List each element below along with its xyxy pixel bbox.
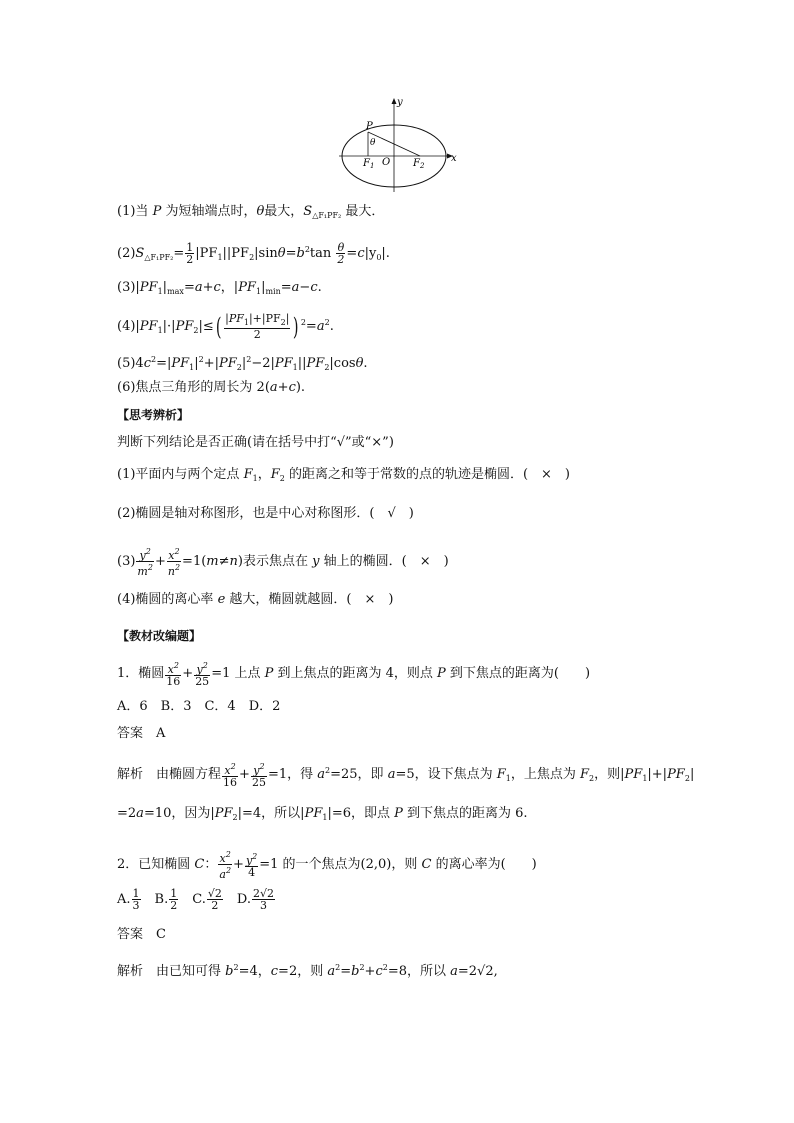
label-x: x (451, 153, 457, 164)
fraction-half: $\frac{1}{2}$ (186, 241, 194, 266)
textbook-question-1-solution-line-1: 解析 由椭圆方程 $\frac{x^2}{16}$ + $\frac{y^2}{25}$ =1，得 $a^2=25$，即 a=5，设下焦点为 $F_1$，上焦点为 $F_2$，则$|PF_1|+|PF_2|$ (117, 762, 695, 789)
textbook-question-1-options: A．6 B．3 C．4 D．2 (117, 699, 281, 714)
fraction-x2-a2: $\frac{x^2}{a^2}$ (219, 850, 232, 881)
property-3: $(3)|PF_1|_{max}=a+c$，$|PF_1|_{min}=a-c$. (117, 280, 322, 296)
textbook-question-2: 2．已知椭圆 C： $\frac{x^2}{a^2}$ + $\frac{y^2}{4}$ =1 的一个焦点为(2,0)，则 C 的离心率为( ) (117, 850, 537, 881)
label-p: P (366, 121, 373, 132)
fraction-y2-25: $\frac{y^2}{25}$ (195, 661, 210, 688)
option-c-fraction: $\frac{√2}{2}$ (207, 887, 222, 912)
property-2: $(2)S_{\triangle F_1PF_2}=$ $\frac{1}{2}$ $|PF_1||PF_2|\sin\theta=b^2\tan$ $\frac{\theta}{2}$ $=c|y_0|$. (117, 241, 390, 266)
label-o: O (382, 157, 391, 168)
think-question-1: (1)平面内与两个定点 $F_1$，$F_2$ 的距离之和等于常数的点的轨迹是椭圆．( × ) (117, 467, 570, 483)
think-question-2: (2)椭圆是轴对称图形，也是中心对称图形．( √ ) (117, 506, 414, 521)
fraction-x2-16: $\frac{x^2}{16}$ (166, 661, 181, 688)
y-axis-arrow (392, 98, 397, 104)
think-intro: 判断下列结论是否正确(请在括号中打“√”或“×”) (117, 435, 394, 450)
textbook-question-2-options: A. $\frac{1}{3}$ B. $\frac{1}{2}$ C. $\frac{√2}{2}$ D. $\frac{2√2}{3}$ (117, 887, 274, 912)
label-f1: $F_1$ (363, 158, 375, 170)
ellipse-figure (335, 94, 465, 194)
fraction-x2-16-solution: $\frac{x^2}{16}$ (223, 762, 238, 789)
textbook-question-2-answer: 答案 C (117, 927, 166, 942)
property-4: $(4)|PF_1|\cdot|PF_2|\le$( $\frac{|PF_1|+|PF_2|}{2}$ ) $^2=a^2$. (117, 312, 334, 341)
think-question-3: (3) $\frac{y^2}{m^2}$ + $\frac{x^2}{n^2}$ =1(m≠n)表示焦点在 y 轴上的椭圆．( × ) (117, 547, 449, 578)
textbook-question-1-answer: 答案 A (117, 726, 166, 741)
textbook-question-1-solution-line-2: =2a=10，因为$|PF_2|=4$，所以$|PF_1|=6$，即点 P 到下焦点的距离为 6. (117, 806, 528, 822)
textbook-question-1: 1．椭圆 $\frac{x^2}{16}$ + $\frac{y^2}{25}$ =1 上点 P 到上焦点的距离为 4，则点 P 到下焦点的距离为( ) (117, 661, 591, 688)
section-heading-textbook: 【教材改编题】 (117, 629, 202, 643)
option-a-fraction: $\frac{1}{3}$ (132, 887, 140, 912)
fraction-theta-half: $\frac{\theta}{2}$ (337, 241, 345, 266)
textbook-question-2-solution: 解析 由已知可得 $b^2=4$，c=2，则 $a^2=b^2+c^2=8$，所以 a=2√2, (117, 963, 498, 979)
fraction-x2-n2: $\frac{x^2}{n^2}$ (167, 547, 181, 578)
property-1: (1)当 P 为短轴端点时，θ最大，$S_{\triangle F_1PF_2}$ 最大． (117, 204, 385, 220)
option-b-fraction: $\frac{1}{2}$ (170, 887, 178, 912)
fraction-y2-m2: $\frac{y^2}{m^2}$ (137, 547, 153, 578)
section-heading-think: 【思考辨析】 (117, 408, 190, 422)
property-6: (6)焦点三角形的周长为 2(a+c). (117, 380, 306, 395)
fraction-y2-4: $\frac{y^2}{4}$ (245, 852, 258, 879)
fraction-y2-25-solution: $\frac{y^2}{25}$ (251, 762, 266, 789)
label-f2: $F_2$ (413, 158, 425, 170)
option-d-fraction: $\frac{2√2}{3}$ (252, 887, 274, 912)
fraction-mean: $\frac{|PF_1|+|PF_2|}{2}$ (225, 312, 290, 341)
label-y: y (397, 97, 403, 108)
property-5: $(5)4c^2=|PF_1|^2+|PF_2|^2-2|PF_1||PF_2|\cos\theta$. (117, 355, 368, 372)
think-question-4: (4)椭圆的离心率 e 越大，椭圆就越圆．( × ) (117, 592, 394, 607)
label-theta: θ (370, 138, 376, 148)
